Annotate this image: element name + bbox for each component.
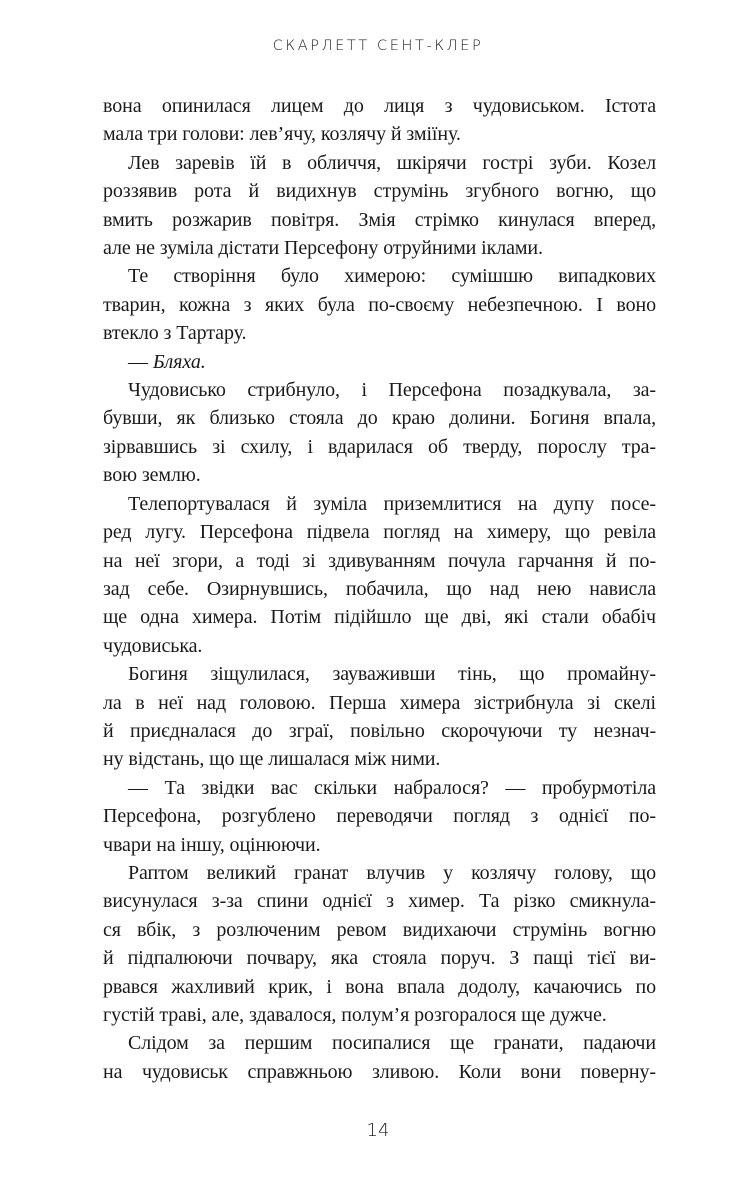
text-line: ну відстань, що ще лишалася між ними. [103, 748, 441, 771]
paragraph [103, 149, 656, 263]
text-line: тварин, кожна з яких була по-своєму небезпечною. І воно [103, 293, 656, 316]
text-line: на неї згори, а тоді зі здивуванням почула гарчання й по- [103, 549, 656, 572]
paragraph [103, 1029, 656, 1086]
text-line: ла в неї над головою. Перша химера зістрибнула зі скелі [103, 691, 656, 714]
text-line: але не зуміла дістати Персефону отруйними іклами. [103, 237, 543, 260]
page-number: 14 [366, 1120, 390, 1141]
text-line: ся вбік, з розлюченим ревом видихаючи струмінь вогню [103, 918, 656, 941]
text-line: вона опинилася лицем до лиця з чудовиськом. Істота [103, 95, 656, 117]
paragraph [103, 490, 656, 660]
text-line: Богиня зіщулилася, зауваживши тінь, що промайну- [128, 663, 656, 686]
text-line: роззявив рота й видихнув струмінь згубного вогню, що [103, 180, 656, 203]
text-line: Чудовисько стрибнуло, і Персефона позадкувала, за- [128, 379, 656, 402]
text-line: вмить розжарив повітря. Змія стрімко кинулася вперед, [103, 208, 656, 231]
body-text [103, 92, 656, 1086]
text-line: густій траві, але, здавалося, полум’я розгоралося ще дужче. [103, 1004, 607, 1026]
text-line: втекло з Тартару. [103, 322, 247, 345]
text-line: зірвавшись зі схилу, і вдарилася об тверду, порослу тра- [103, 435, 656, 458]
text-line: мала три голови: лев’ячу, козлячу й зміїну. [103, 123, 461, 146]
paragraph [103, 262, 656, 347]
dash: — [128, 350, 153, 373]
text-line: чвари на іншу, оцінюючи. [103, 833, 321, 856]
text-line: рвався жахливий крик, і вона впала додолу, качаючись по [103, 975, 656, 998]
paragraph [103, 348, 656, 376]
text-line: бувши, як близько стояла до краю долини. Богиня впала, [103, 407, 656, 430]
text-line: Персефона, розгублено переводячи погляд з однієї по- [103, 805, 656, 828]
text-line: вою землю. [103, 464, 201, 487]
paragraph [103, 859, 656, 1029]
text-line: висунулася з-за спини однієї з химер. Та різко смикнула- [103, 890, 656, 913]
text-line: чудовиська. [103, 634, 203, 657]
running-head: СКАРЛЕТТ СЕНТ-КЛЕР [272, 38, 484, 54]
text-line: на чудовиськ справжньою зливою. Коли вони поверну- [103, 1060, 656, 1083]
text-line: Лев заревів їй в обличчя, шкірячи гострі зуби. Козел [128, 151, 656, 174]
text-line [103, 348, 656, 376]
paragraph [103, 376, 656, 490]
paragraph [103, 660, 656, 774]
italic-exclamation: Бляха. [152, 350, 206, 373]
text-line: ще одна химера. Потім підійшло ще дві, які стали обабіч [103, 606, 656, 629]
paragraph [103, 774, 656, 859]
text-line: Раптом великий гранат влучив у козлячу голову, що [128, 861, 656, 884]
text-line: зад себе. Озирнувшись, побачила, що над нею нависла [103, 577, 656, 600]
text-line: Телепортувалася й зуміла приземлитися на дупу посе- [128, 492, 656, 515]
text-line: Слідом за першим посипалися ще гранати, падаючи [128, 1032, 656, 1055]
paragraph [103, 92, 656, 149]
text-line: й приєдналася до зграї, повільно скорочуючи ту незнач- [103, 719, 656, 742]
text-line: ред лугу. Персефона підвела погляд на химеру, що ревіла [103, 521, 656, 544]
text-line: — Та звідки вас скільки набралося? — пробурмотіла [128, 776, 656, 799]
text-line: Те створіння було химерою: сумішшю випадкових [128, 265, 656, 288]
text-line: й підпалюючи почвару, яка стояла поруч. З пащі тієї ви- [103, 947, 656, 970]
